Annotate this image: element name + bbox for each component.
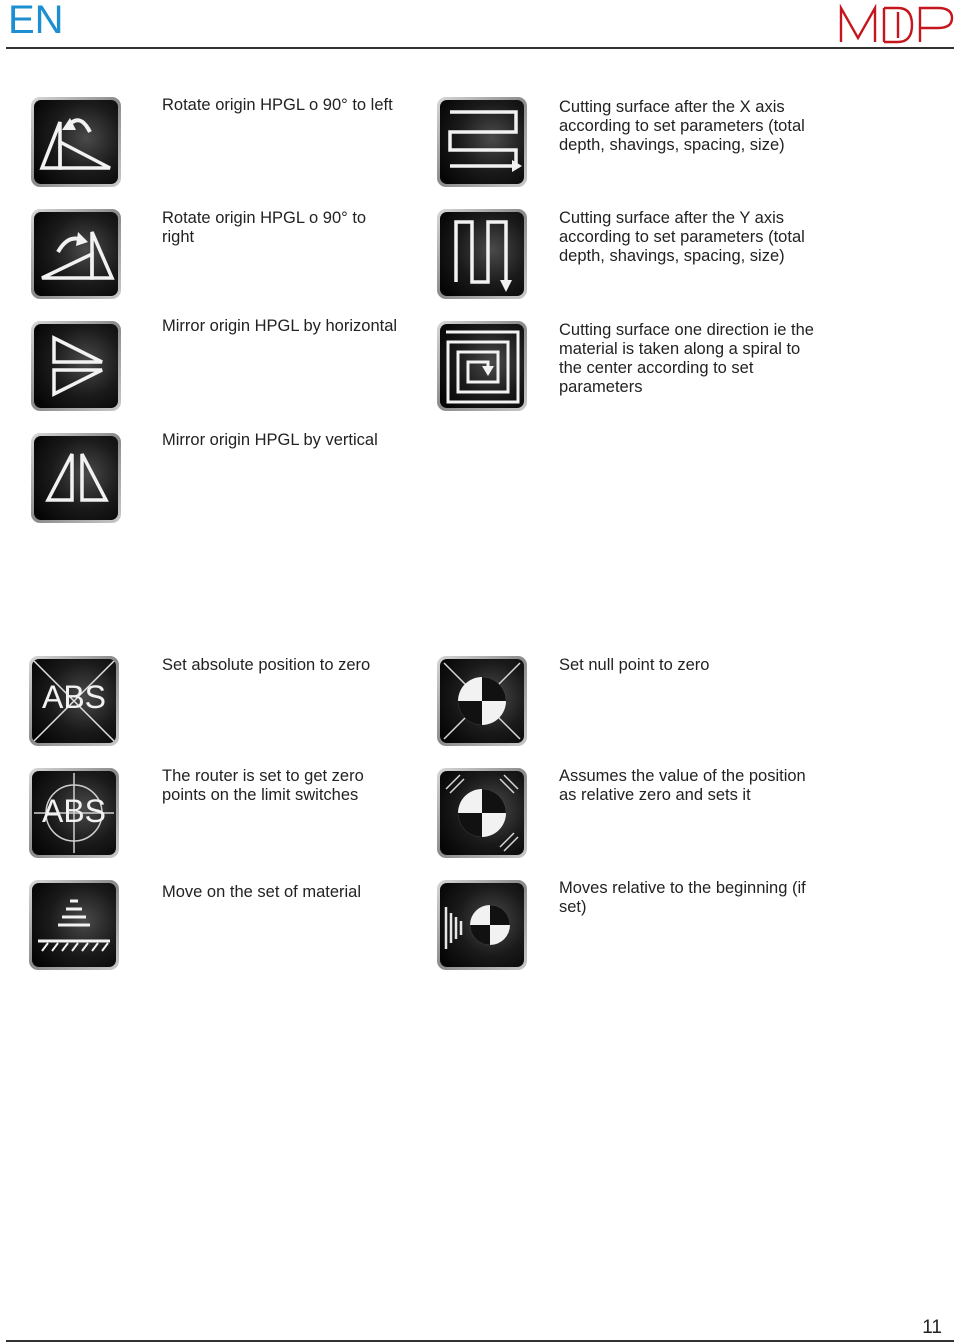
abs-zero-icon [28, 655, 120, 747]
zero-desc-5: Move on the set of material [162, 883, 362, 901]
footer-divider [6, 1340, 954, 1342]
cut-x-axis-icon [436, 96, 528, 188]
move-relative-icon [436, 879, 528, 971]
abs-label: ABS [41, 679, 107, 715]
rotate-right-icon [30, 208, 122, 300]
hpgl-desc-5: Mirror origin HPGL by horizontal [162, 317, 398, 335]
relative-zero-icon [436, 767, 528, 859]
abs-limit-switch-icon [28, 767, 120, 859]
cut-y-axis-icon [436, 208, 528, 300]
rotate-left-icon [30, 96, 122, 188]
spiral-cut-icon [436, 320, 528, 412]
header-divider [6, 47, 954, 49]
material-set-icon [28, 879, 120, 971]
mirror-horizontal-icon [30, 320, 122, 412]
hpgl-desc-2: Cutting surface after the X axis according to set parameters (total depth, shavings, spacing, size) [559, 98, 805, 154]
zero-desc-4: Assumes the value of the position as relative zero and sets it [559, 767, 806, 804]
zero-desc-2: Set null point to zero [559, 656, 710, 674]
hpgl-desc-3: Rotate origin HPGL o 90° to right [162, 209, 367, 246]
zero-desc-1: Set absolute position to zero [162, 656, 371, 674]
page-number: 11 [922, 1317, 942, 1338]
hpgl-desc-7: Mirror origin HPGL by vertical [162, 431, 378, 449]
mirror-vertical-icon [30, 432, 122, 524]
abs-label-2: ABS [41, 793, 107, 829]
language-code: EN [8, 0, 64, 42]
null-point-icon [436, 655, 528, 747]
brand-logo [838, 4, 956, 44]
hpgl-desc-6: Cutting surface one direction ie the material is taken along a spiral to the center according to set parameters [559, 321, 814, 396]
hpgl-desc-4: Cutting surface after the Y axis according to set parameters (total depth, shavings, spacing, size) [559, 209, 805, 265]
zero-desc-6: Moves relative to the beginning (if set) [559, 879, 806, 916]
zero-desc-3: The router is set to get zero points on the limit switches [162, 767, 364, 804]
hpgl-desc-1: Rotate origin HPGL o 90° to left [162, 96, 393, 114]
